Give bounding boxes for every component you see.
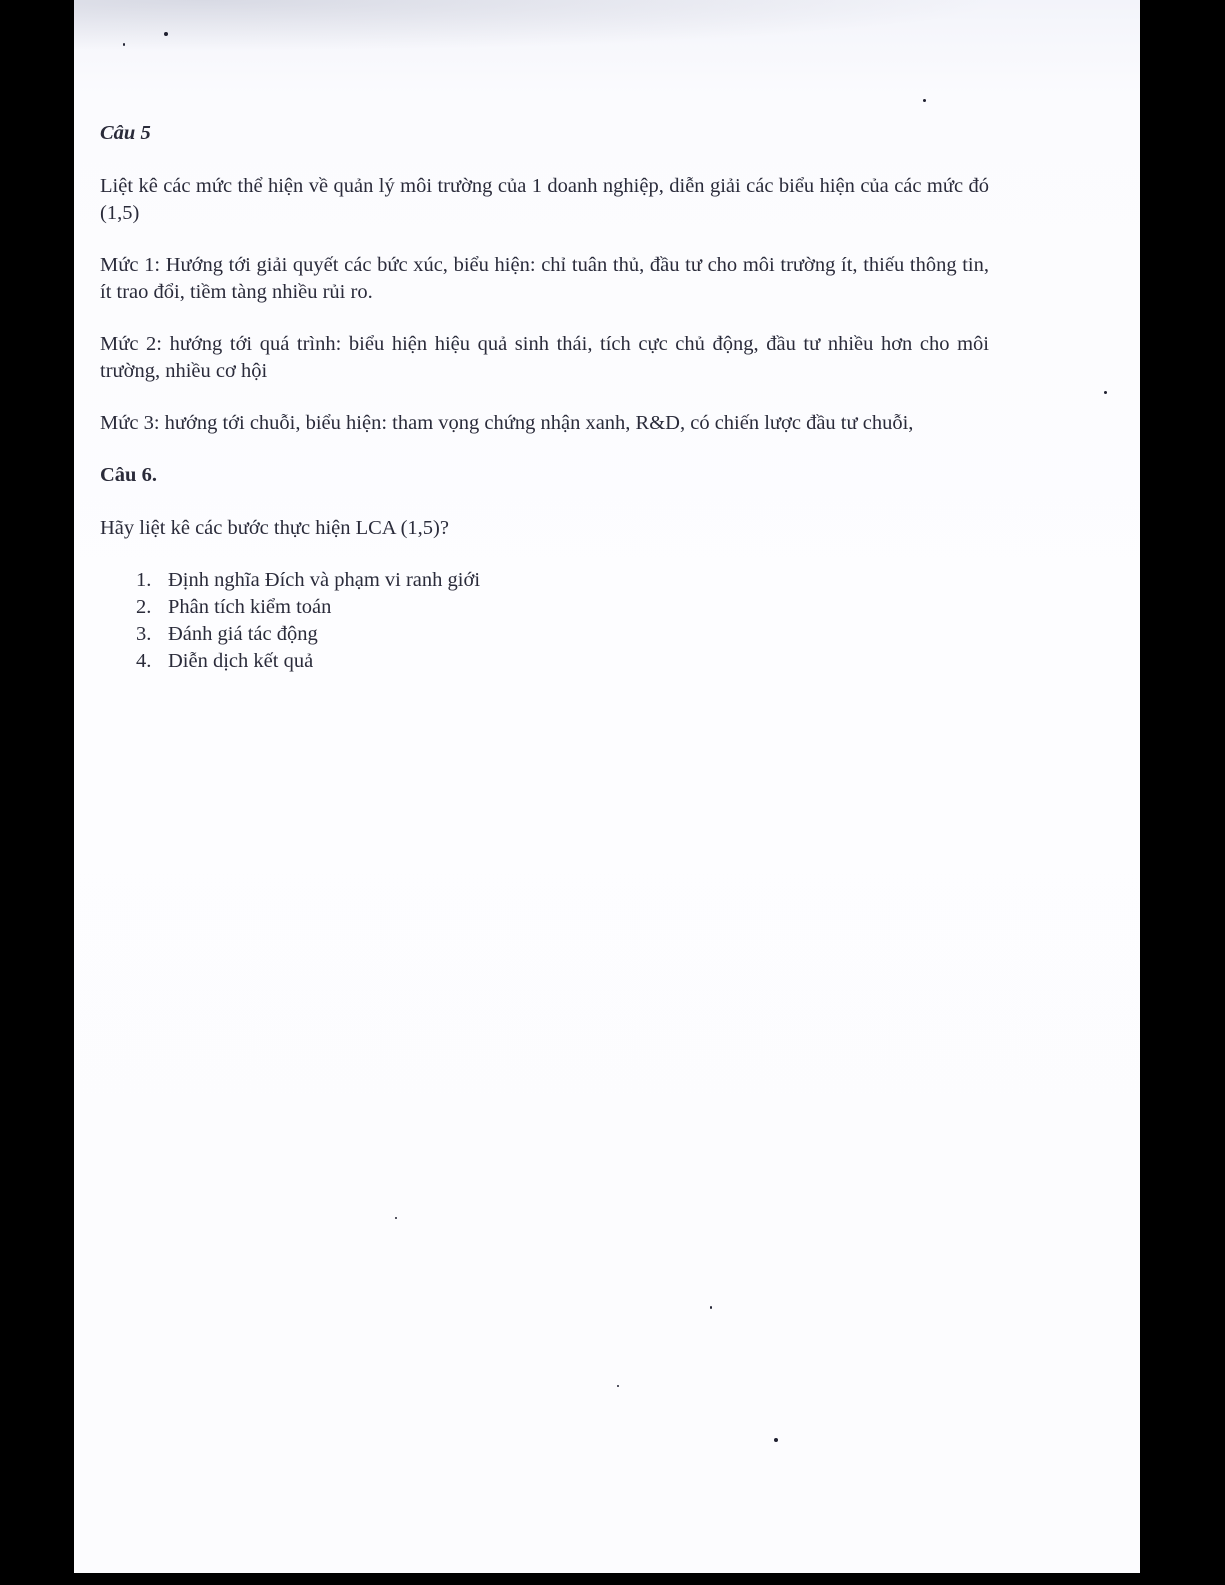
- list-item: [136, 648, 989, 675]
- question-6-text: Hãy liệt kê các bước thực hiện LCA (1,5)?: [100, 517, 449, 539]
- step-number: 1.: [136, 569, 152, 591]
- level-2-answer: Mức 2: hướng tới quá trình: biểu hiện hiệu quả sinh thái, tích cực chủ động, đầu tư nhiều hơn cho môi trường, nhiều cơ hội: [100, 333, 989, 382]
- level-1-answer: Mức 1: Hướng tới giải quyết các bức xúc, biểu hiện: chỉ tuân thủ, đầu tư cho môi trường ít, thiếu thông tin, ít trao đổi, tiềm tàng nhiều rủi ro.: [100, 254, 989, 303]
- step-number: 2.: [136, 596, 152, 618]
- document-body: [100, 120, 989, 675]
- step-text: Đánh giá tác động: [168, 623, 318, 645]
- lca-steps-list: [100, 567, 989, 675]
- list-item: [136, 594, 989, 621]
- level-3-answer: Mức 3: hướng tới chuỗi, biểu hiện: tham vọng chứng nhận xanh, R&D, có chiến lược đầu tư chuỗi,: [100, 412, 914, 434]
- list-item: [136, 621, 989, 648]
- scan-speck: [710, 1306, 712, 1309]
- step-number: 3.: [136, 623, 152, 645]
- step-text: Diễn dịch kết quả: [168, 650, 314, 672]
- step-text: Phân tích kiểm toán: [168, 596, 332, 618]
- scan-speck: [164, 32, 168, 36]
- question-5-text: Liệt kê các mức thể hiện về quản lý môi trường của 1 doanh nghiệp, diễn giải các biểu hiện của các mức đó (1,5): [100, 175, 989, 224]
- step-text: Định nghĩa Đích và phạm vi ranh giới: [168, 569, 481, 591]
- scan-speck: [123, 43, 125, 46]
- list-item: [136, 567, 989, 594]
- step-number: 4.: [136, 650, 152, 672]
- question-6-heading: Câu 6.: [100, 464, 157, 486]
- question-5-heading: Câu 5: [100, 122, 151, 144]
- scan-speck: [395, 1217, 397, 1219]
- scan-speck: [774, 1438, 778, 1442]
- scan-speck: [923, 99, 926, 102]
- scan-speck: [1104, 391, 1107, 394]
- scan-speck: [617, 1385, 619, 1387]
